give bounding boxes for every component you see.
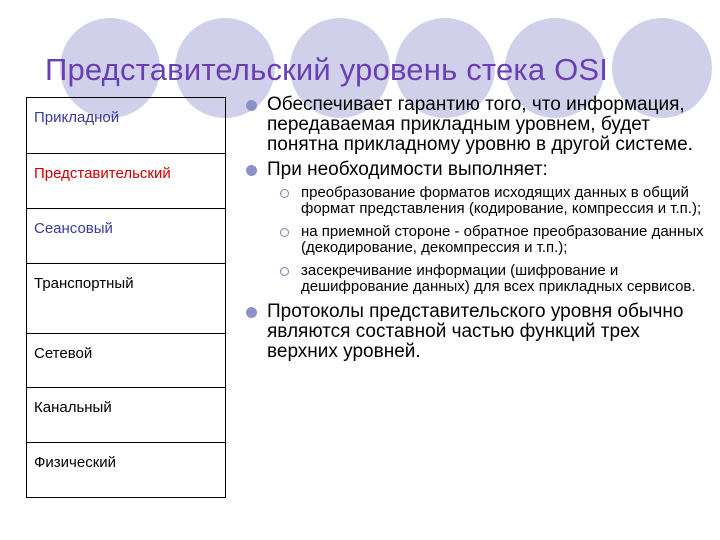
bullet-item [246, 95, 706, 155]
sub-bullet-item [280, 263, 706, 295]
bullet-dot-icon [246, 307, 257, 318]
bullet-dot-icon [246, 100, 257, 111]
sub-bullet-text: засекречивание информации (шифрование и дешифрование данных) для всех прикладных сервисов. [301, 262, 696, 295]
layer-physical: Физический [34, 454, 117, 471]
ring-bullet-icon [280, 189, 289, 198]
layer-datalink: Канальный [27, 388, 225, 443]
sub-bullet-item [280, 185, 706, 217]
osi-layer-table [26, 97, 226, 498]
bullet-item [246, 160, 706, 180]
layer-transport: Транспортный [27, 264, 225, 334]
bullet-text: Протоколы представительского уровня обычно являются составной частью функций трех верхних уровней. [267, 301, 684, 362]
sub-bullet-item [280, 224, 706, 256]
sub-bullet-text: преобразование форматов исходящих данных в общий формат представления (кодирование, компрессия и т.п.); [301, 184, 702, 217]
ring-bullet-icon [280, 267, 289, 276]
ring-bullet-icon [280, 228, 289, 237]
bullet-dot-icon [246, 165, 257, 176]
layer-application: Прикладной [27, 98, 225, 154]
bullet-text: При необходимости выполняет: [267, 159, 548, 180]
slide-content [246, 95, 706, 367]
sub-bullet-text: на приемной стороне - обратное преобразование данных (декодирование, декомпрессия и т.п.); [301, 223, 704, 256]
bullet-item [246, 302, 706, 362]
layer-network: Сетевой [27, 334, 225, 388]
slide-title: Представительский уровень стека OSI [45, 52, 609, 87]
layer-presentation: Представительский [27, 154, 225, 209]
layer-session: Сеансовый [27, 209, 225, 264]
bullet-text: Обеспечивает гарантию того, что информация, передаваемая прикладным уровнем, будет понятна прикладному уровню в другой системе. [267, 94, 693, 155]
